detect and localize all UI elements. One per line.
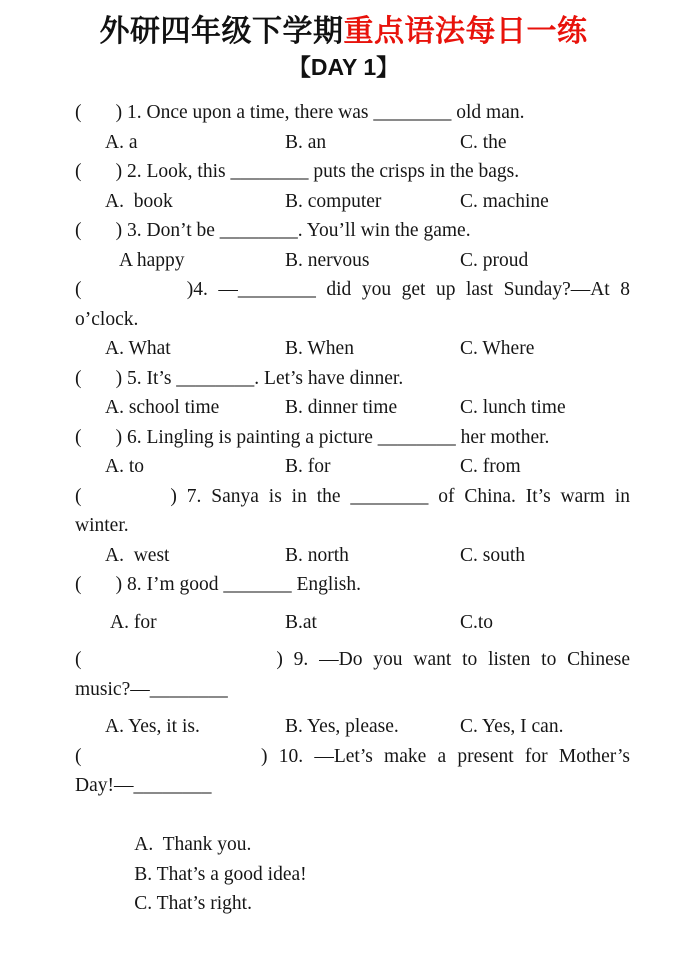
question-stem: ( ) 1. Once upon a time, there was ________ old man. [75, 102, 525, 123]
title-red-text: 重点语法每日一练 [343, 15, 588, 48]
option-b: B. dinner time [285, 397, 398, 418]
option-c: C. Yes, I can. [460, 716, 564, 737]
question-stem: ( )4. —________ did you get up last Sunday?—At 8 [75, 279, 630, 300]
option-c: C. That’s right. [134, 893, 252, 914]
option-a: A. to [105, 456, 144, 477]
option-a: A. school time [105, 397, 220, 418]
option-c: C. lunch time [460, 397, 566, 418]
options-row [75, 246, 630, 276]
question-3 [75, 216, 630, 275]
question-4 [75, 275, 630, 364]
option-c: C. from [460, 456, 521, 477]
options-row [75, 128, 630, 158]
options-row [75, 801, 630, 949]
option-a: A. Thank you. [134, 834, 252, 855]
option-b: B. nervous [285, 249, 370, 271]
question-9 [75, 645, 630, 742]
day-label: 【DAY 1】 [287, 54, 400, 80]
option-b: B. Yes, please. [285, 716, 399, 737]
option-c: C. Where [460, 338, 535, 359]
option-c: C. the [460, 131, 507, 153]
option-b: B. That’s a good idea! [134, 863, 307, 885]
worksheet-title [0, 14, 687, 50]
options-row [75, 452, 630, 482]
question-stem: ( ) 8. I’m good _______ English. [75, 574, 361, 595]
options-row [75, 334, 630, 364]
option-b: B. an [285, 131, 327, 153]
question-7 [75, 482, 630, 571]
option-c: C. machine [460, 190, 549, 212]
question-stem-continuation: Day!—________ [75, 775, 212, 796]
option-b: B. computer [285, 190, 382, 212]
options-row [75, 608, 630, 638]
option-c: C.to [460, 611, 494, 633]
question-stem: ( ) 9. —Do you want to listen to Chinese [75, 649, 630, 670]
question-1 [75, 98, 630, 157]
options-row [75, 712, 630, 742]
options-row [75, 393, 630, 423]
option-a: A. for [110, 611, 157, 633]
question-stem-continuation: o’clock. [75, 308, 139, 330]
title-black-text: 外研四年级下学期 [99, 15, 344, 48]
option-b: B. When [285, 338, 354, 359]
option-b: B.at [285, 611, 317, 633]
worksheet-header [0, 0, 687, 82]
option-b: B. north [285, 544, 349, 566]
option-a: A happy [119, 249, 185, 271]
option-a: A. west [105, 544, 170, 566]
question-5 [75, 364, 630, 423]
question-10 [75, 742, 630, 949]
question-stem-continuation: winter. [75, 515, 129, 536]
option-a: A. What [105, 338, 171, 359]
options-row [75, 541, 630, 571]
option-a: A. a [105, 131, 138, 153]
question-stem: ( ) 7. Sanya is in the ________ of China. It’s warm in [75, 485, 630, 507]
question-stem: ( ) 3. Don’t be ________. You’ll win the game. [75, 220, 471, 241]
question-2 [75, 157, 630, 216]
question-stem: ( ) 10. —Let’s make a present for Mother’s [75, 745, 630, 767]
question-stem: ( ) 5. It’s ________. Let’s have dinner. [75, 367, 404, 389]
option-a: A. book [105, 190, 173, 212]
option-b: B. for [285, 456, 331, 477]
question-6 [75, 423, 630, 482]
option-c: C. south [460, 544, 526, 566]
question-8 [75, 570, 630, 637]
options-row [75, 187, 630, 217]
question-stem: ( ) 2. Look, this ________ puts the crisps in the bags. [75, 161, 520, 182]
question-stem-continuation: music?—________ [75, 678, 228, 700]
option-a: A. Yes, it is. [105, 716, 200, 737]
worksheet-body [0, 82, 687, 948]
option-c: C. proud [460, 249, 529, 271]
question-stem: ( ) 6. Lingling is painting a picture ________ her mother. [75, 426, 550, 448]
